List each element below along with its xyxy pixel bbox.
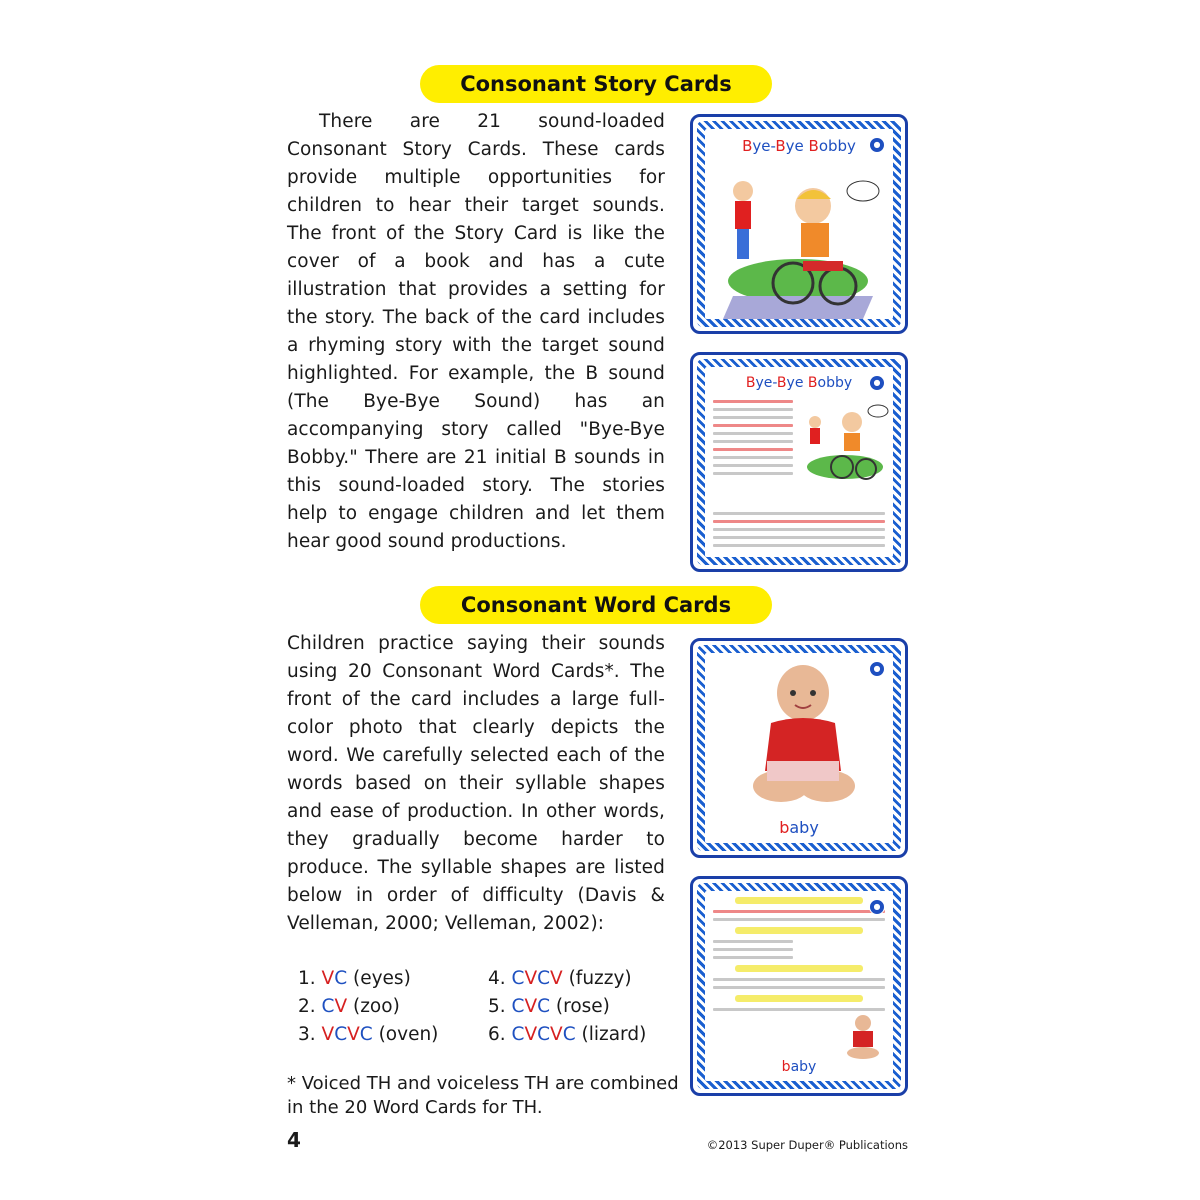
word-card-back-label: baby bbox=[781, 1059, 817, 1075]
syllable-shape-list bbox=[298, 965, 678, 1049]
baby-photo bbox=[731, 661, 871, 811]
word-cards-paragraph: Children practice saying their sounds using 20 Consonant Word Cards*. The front of the card includes a large full-color photo that clearly depicts the word. We carefully selected each of the words based on their syllable shapes and ease of production. In other words, they gradually become harder to produce. The syllable shapes are listed below in order of difficulty (Davis & Velleman, 2000; Velleman, 2002): bbox=[287, 633, 665, 934]
word-card-back bbox=[690, 876, 908, 1096]
story-card-back bbox=[690, 352, 908, 572]
list-item: 1. VC (eyes) bbox=[298, 968, 411, 989]
card-number-badge: ● bbox=[869, 899, 885, 915]
list-item: 5. CVC (rose) bbox=[488, 996, 610, 1017]
story-card-front bbox=[690, 114, 908, 334]
footnote: * Voiced TH and voiceless TH are combined in the 20 Word Cards for TH. bbox=[287, 1073, 679, 1118]
story-card-front-title: Bye-Bye Bobby bbox=[742, 137, 856, 155]
story-cards-heading: Consonant Story Cards bbox=[420, 65, 772, 103]
story-text-lines bbox=[713, 395, 793, 480]
activity-lines bbox=[713, 910, 885, 921]
word-cards-heading: Consonant Word Cards bbox=[420, 586, 772, 624]
baby-thumbnail bbox=[843, 1013, 883, 1059]
story-text-lines-bottom bbox=[713, 507, 885, 552]
boy-on-tricycle-small-illustration bbox=[800, 397, 890, 487]
page-number: 4 bbox=[287, 1128, 301, 1152]
list-item: 6. CVCVC (lizard) bbox=[488, 1024, 647, 1045]
card-number-badge: ● bbox=[869, 137, 885, 153]
word-card-label: baby bbox=[779, 818, 819, 837]
story-cards-paragraph: There are 21 sound-loaded Consonant Story Cards. These cards provide multiple opportunities for children to hear their target sounds. The front of the Story Card is like the cover of a book and has a cute illustration that provides a setting for the story. The back of the card includes a rhyming story with the target sound highlighted. For example, the B sound (The Bye-Bye Sound) has an accompanying story called "Bye-Bye Bobby." There are 21 initial B sounds in this sound-loaded story. The stories help to engage children and let them hear good sound productions. bbox=[287, 111, 665, 552]
story-card-back-title: Bye-Bye Bobby bbox=[745, 375, 853, 391]
card-number-badge: ● bbox=[869, 375, 885, 391]
boy-on-tricycle-illustration bbox=[713, 161, 893, 321]
word-card-front bbox=[690, 638, 908, 858]
list-item: 3. VCVC (oven) bbox=[298, 1024, 439, 1045]
copyright-notice: ©2013 Super Duper® Publications bbox=[706, 1138, 908, 1152]
list-item: 2. CV (zoo) bbox=[298, 996, 400, 1017]
card-number-badge: ● bbox=[869, 661, 885, 677]
list-item: 4. CVCV (fuzzy) bbox=[488, 968, 632, 989]
